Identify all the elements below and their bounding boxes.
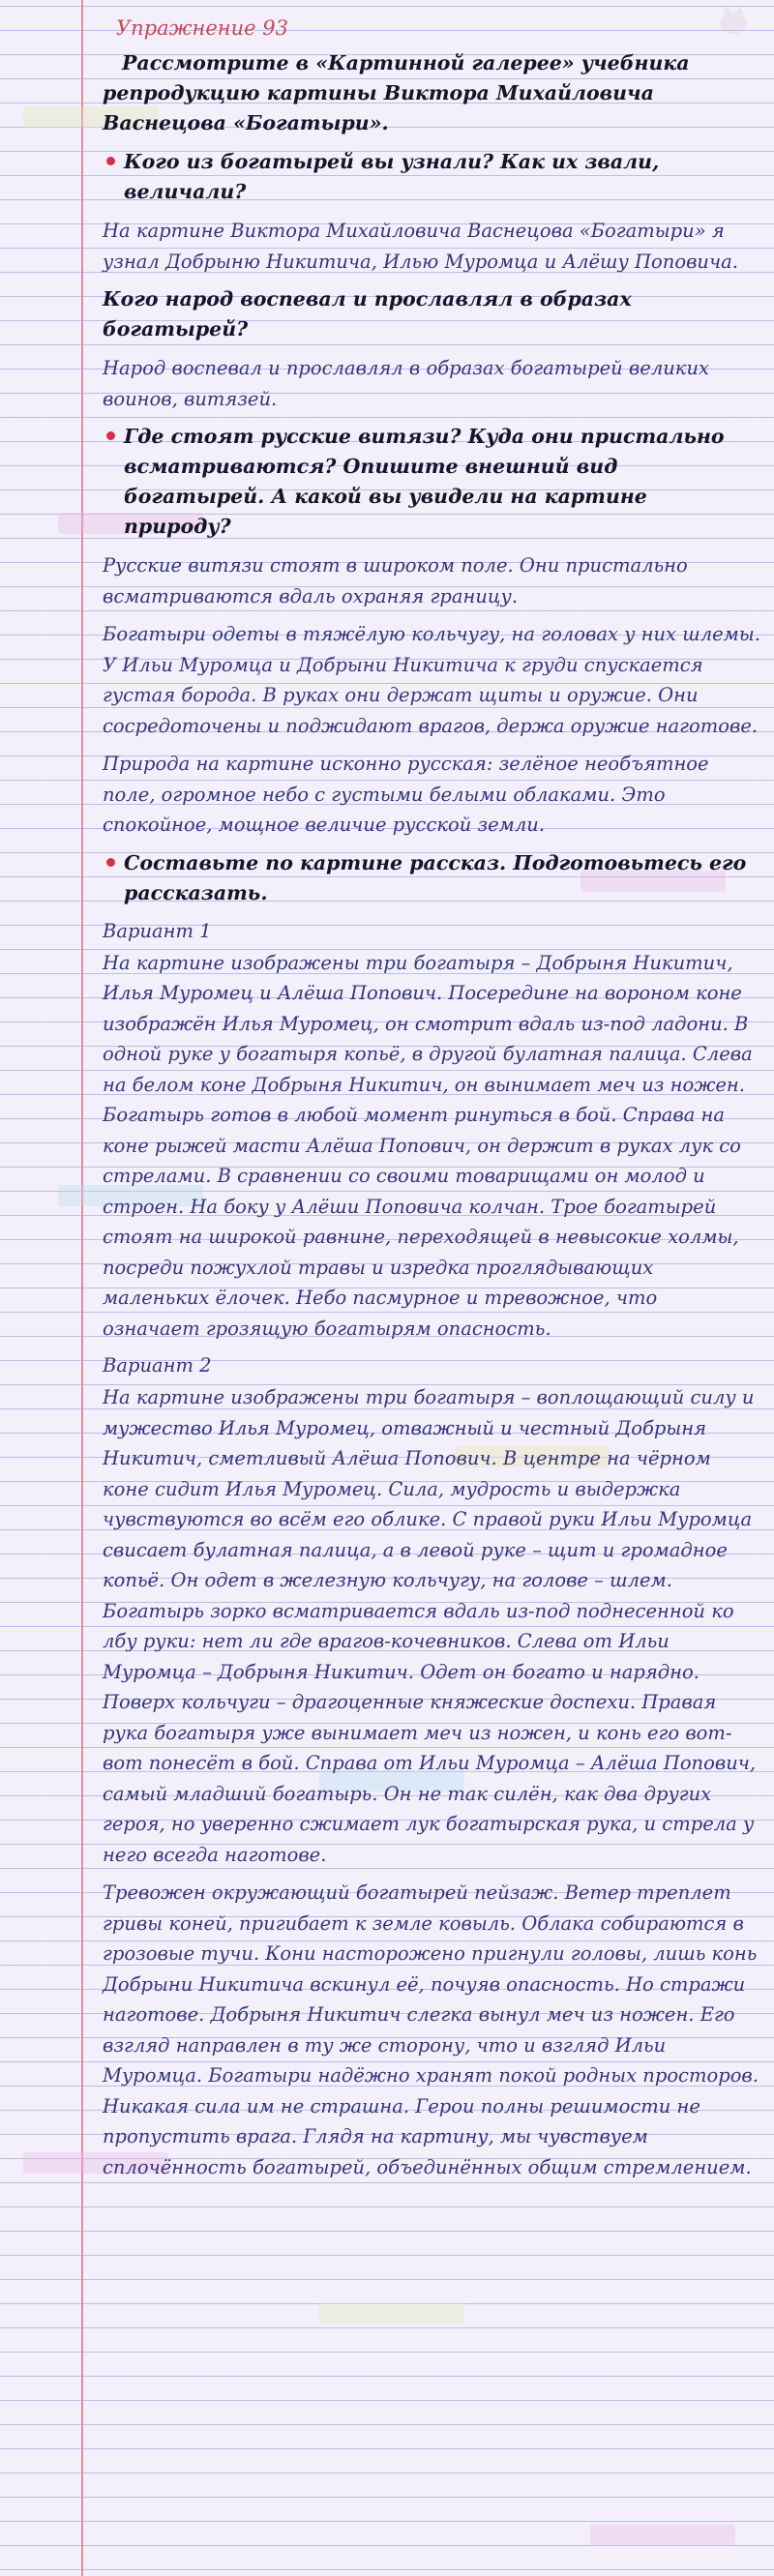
block-text: Рассмотрите в «Картинной галерее» учебника репродукцию картины Виктора Михайловича Васнецова «Богатыри».: [103, 51, 690, 134]
watermark-band: [319, 2302, 464, 2324]
answer-paragraph: [103, 619, 760, 741]
block-text: Вариант 1: [103, 919, 212, 942]
task-instruction: [103, 48, 760, 138]
answer-paragraph: [103, 353, 760, 414]
answer-paragraph: [103, 1382, 760, 1870]
answer-paragraph: [103, 749, 760, 841]
task-question: [103, 147, 760, 207]
block-text: Где стоят русские витязи? Куда они пристально всматриваются? Опишите внешний вид богатырей. А какой вы увидели на картине природу?: [124, 425, 725, 538]
block-text: На картине изображены три богатыря – Добрыня Никитич, Илья Муромец и Алёша Попович. Посередине на вороном коне изображён Илья Муромец, он смотрит вдаль из-под ладони. В одной руке у богатыря копьё, в другой булатная палица. Слева на белом коне Добрыня Никитич, он вынимает меч из ножен. Богатырь готов в любой момент ринуться в бой. Справа на коне рыжей масти Алёша Попович, он держит в руках лук со стрелами. В сравнении со своими товарищами он молод и строен. На боку у Алёши Поповича колчан. Трое богатырей стоят на широкой равнине, переходящей в невысокие холмы, посреди пожухлой травы и изредка проглядывающих маленьких ёлочек. Небо пасмурное и тревожное, что означает грозящую богатырям опасность.: [103, 951, 753, 1340]
task-question: [103, 422, 760, 542]
block-text: Кого из богатырей вы узнали? Как их звали, величали?: [124, 150, 660, 203]
variant-heading: [103, 917, 760, 946]
task-question: [103, 848, 760, 908]
answer-paragraph: [103, 550, 760, 611]
task-question: [103, 284, 760, 344]
block-text: Народ воспевал и прославлял в образах богатырей великих воинов, витязей.: [103, 357, 709, 410]
block-text: На картине Виктора Михайловича Васнецова «Богатыри» я узнал Добрыню Никитича, Илью Муромца и Алёшу Поповича.: [103, 220, 738, 273]
block-text: Русские витязи стоят в широком поле. Они пристально всматриваются вдаль охраняя границу.: [103, 554, 688, 607]
answer-paragraph: [103, 948, 760, 1345]
bullet-icon: [106, 858, 115, 867]
block-text: Природа на картине исконно русская: зелёное необъятное поле, огромное небо с густыми белыми облаками. Это спокойное, мощное величие русской земли.: [103, 753, 709, 836]
block-text: Вариант 2: [103, 1354, 212, 1377]
exercise-content: [103, 14, 760, 2190]
block-text: На картине изображены три богатыря – воплощающий силу и мужество Илья Муромец, отважный и честный Добрыня Никитич, сметливый Алёша Попович. В центре на чёрном коне сидит Илья Муромец. Сила, мудрость и выдержка чувствуются во всём его облике. С правой руки Ильи Муромца свисает булатная палица, а в левой руке – щит и громадное копьё. Он одет в железную кольчугу, на голове – шлем. Богатырь зорко всматривается вдаль из-под поднесенной ко лбу руки: нет ли где врагов-кочевников. Слева от Ильи Муромца – Добрыня Никитич. Одет он богато и нарядно. Поверх кольчуги – драгоценные княжеские доспехи. Правая рука богатыря уже вынимает меч из ножен, и конь его вот-вот понесёт в бой. Справа от Ильи Муромца – Алёша Попович, самый младший богатырь. Он не так силён, как два других героя, но уверенно сжимает лук богатырская рука, и стрела у него всегда наготове.: [103, 1386, 757, 1866]
block-text: Составьте по картине рассказ. Подготовьтесь его рассказать.: [124, 850, 747, 904]
watermark-band: [590, 2525, 735, 2546]
block-text: Богатыри одеты в тяжёлую кольчугу, на головах у них шлемы. У Ильи Муромца и Добрыни Никитича к груди спускается густая борода. В руках они держат щиты и оружие. Они сосредоточены и поджидают врагов, держа оружие наготове.: [103, 623, 760, 737]
answer-paragraph: [103, 216, 760, 277]
answer-paragraph: [103, 1878, 760, 2182]
bullet-icon: [106, 157, 115, 165]
block-text: Тревожен окружающий богатырей пейзаж. Ветер треплет гривы коней, пригибает к земле ковыль. Облака собираются в грозовые тучи. Кони насторожено пригнули головы, лишь конь Добрыни Никитича вскинул её, почуяв опасность. Но стражи наготове. Добрыня Никитич слегка вынул меч из ножен. Его взгляд направлен в ту же сторону, что и взгляд Ильи Муромца. Богатыри надёжно хранят покой родных просторов. Никакая сила им не страшна. Герои полны решимости не пропустить врага. Глядя на картину, мы чувствуем сплочённость богатырей, объединённых общим стремлением.: [103, 1881, 759, 2178]
exercise-title: Упражнение 93: [116, 16, 288, 40]
exercise-blocks: [103, 48, 760, 2182]
bullet-icon: [106, 431, 115, 440]
margin-line: [81, 0, 83, 2576]
block-text: Кого народ воспевал и прославлял в образах богатырей?: [103, 287, 632, 341]
variant-heading: [103, 1351, 760, 1380]
